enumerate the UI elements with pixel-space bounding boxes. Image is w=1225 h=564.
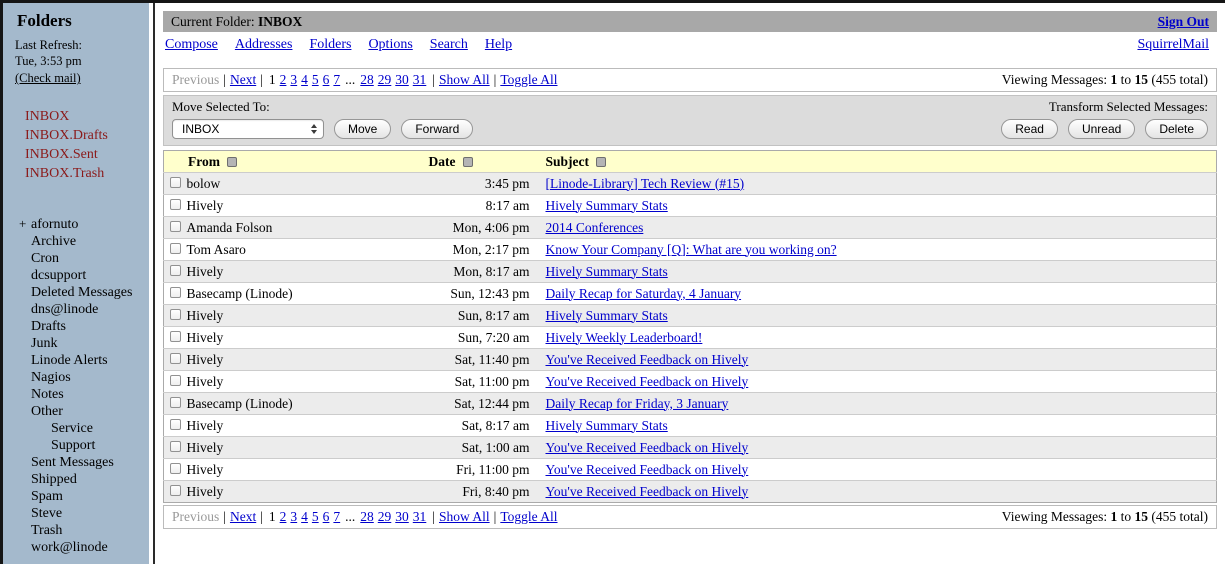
move-button[interactable]: Move [334,119,391,139]
message-subject-link[interactable]: Hively Summary Stats [545,417,668,433]
message-checkbox-cell [164,173,186,195]
menu-item-addresses[interactable]: Addresses [234,37,293,52]
sort-date-icon[interactable] [463,157,473,167]
select-stepper-icon [307,121,320,137]
message-checkbox-cell [164,481,186,503]
page-28-link-bottom[interactable]: 28 [360,509,374,524]
subject-header-label: Subject [545,153,589,169]
folder-item-cron[interactable] [15,250,149,267]
separator: | [223,72,226,87]
folder-item-label: Junk [31,336,58,351]
menu-item-folders[interactable]: Folders [309,37,352,52]
message-subject-cell [536,349,1217,371]
delete-button[interactable]: Delete [1145,119,1208,139]
separator: | [260,72,263,87]
message-row[interactable] [164,261,1217,283]
folder-item-afornuto[interactable] [15,215,149,233]
message-subject-cell [536,327,1217,349]
folder-item-label: Steve [31,506,63,521]
message-from: Hively [186,417,224,433]
folder-link-inbox.trash[interactable]: INBOX.Trash [25,166,105,181]
message-date: Sat, 11:00 pm [454,373,530,389]
menu-bar [163,32,1217,55]
message-subject-cell [536,393,1217,415]
message-from: Hively [186,439,224,455]
message-checkbox-cell [164,239,186,261]
folder-item-junk[interactable] [15,335,149,352]
folder-link-inbox.sent[interactable]: INBOX.Sent [25,147,98,162]
message-subject-cell [536,459,1217,481]
message-row[interactable] [164,437,1217,459]
message-from: Hively [186,483,224,499]
message-subject-link[interactable]: Daily Recap for Saturday, 4 January [545,285,742,301]
message-date: Sat, 1:00 am [461,439,530,455]
separator: | [260,509,263,524]
message-from: bolow [186,175,221,191]
pagination-bottom [163,505,1217,529]
message-checkbox[interactable] [170,463,181,474]
folder-item-label: Support [51,438,96,453]
current-folder-label: Current Folder: [171,13,255,29]
current-page-top: 1 [268,72,276,87]
special-folder-item [25,126,149,145]
folder-item-label: Shipped [31,472,77,487]
folder-item-label: Spam [31,489,63,504]
last-refresh [15,37,149,69]
move-selected-label: Move Selected To: [172,99,270,114]
page-28-link-top[interactable]: 28 [360,72,374,87]
page-30-link-bottom[interactable]: 30 [395,509,409,524]
message-from: Hively [186,307,224,323]
folder-item-shipped[interactable] [15,471,149,488]
message-subject-link[interactable]: You've Received Feedback on Hively [545,483,749,499]
folder-item-label: afornuto [31,217,79,232]
menu-links [165,37,529,53]
message-subject-link[interactable]: 2014 Conferences [545,219,644,235]
page-3-link-top[interactable]: 3 [290,72,298,87]
message-checkbox-cell [164,459,186,481]
sign-out-link[interactable]: Sign Out [1157,13,1209,29]
message-subject-link[interactable]: [Linode-Library] Tech Review (#15) [545,175,745,191]
folder-item-notes[interactable] [15,386,149,403]
message-from: Hively [186,461,224,477]
special-folder-item [25,107,149,126]
show-all-link-top[interactable]: Show All [438,72,490,87]
folder-item-label: dcsupport [31,268,87,283]
message-from: Hively [186,373,224,389]
message-checkbox[interactable] [170,397,181,408]
message-subject-link[interactable]: You've Received Feedback on Hively [545,461,749,477]
message-rows [164,173,1217,503]
page-2-link-bottom[interactable]: 2 [279,509,287,524]
message-date: Fri, 11:00 pm [456,461,530,477]
separator: | [432,509,435,524]
page-31-link-top[interactable]: 31 [412,72,427,87]
arrow-down-icon [311,130,317,134]
viewing-from: 1 [1110,509,1118,524]
message-subject-link[interactable]: Hively Summary Stats [545,197,668,213]
message-from: Hively [186,329,224,345]
toggle-all-link-top[interactable]: Toggle All [500,72,558,87]
folder-item-drafts[interactable] [15,318,149,335]
previous-link-top: Previous [172,72,220,87]
message-date: 8:17 am [485,197,530,213]
message-checkbox[interactable] [170,485,181,496]
current-folder-bar [163,11,1217,32]
message-row[interactable] [164,327,1217,349]
message-checkbox[interactable] [170,221,181,232]
message-row[interactable] [164,459,1217,481]
arrow-up-icon [311,124,317,128]
folder-select[interactable] [172,119,324,139]
message-row[interactable] [164,393,1217,415]
folder-item-label: Service [51,421,93,436]
message-checkbox[interactable] [170,353,181,364]
pagination-top [163,68,1217,92]
message-row[interactable] [164,481,1217,503]
folder-item-steve[interactable] [15,505,149,522]
message-checkbox[interactable] [170,177,181,188]
message-row[interactable] [164,217,1217,239]
page-5-link-bottom[interactable]: 5 [311,509,319,524]
page-6-link-bottom[interactable]: 6 [322,509,330,524]
message-row[interactable] [164,371,1217,393]
separator: | [493,509,497,524]
folder-item-label: work@linode [31,540,108,555]
message-subject-cell [536,481,1217,503]
menu-item-compose[interactable]: Compose [165,37,218,52]
folder-item-trash[interactable] [15,522,149,539]
page-4-link-bottom[interactable]: 4 [301,509,308,524]
message-row[interactable] [164,305,1217,327]
message-date: Sun, 8:17 am [457,307,530,323]
page-ellipsis: ... [345,509,356,524]
folder-item-linode-alerts[interactable] [15,352,149,369]
special-folder-list [25,107,149,183]
message-checkbox-cell [164,393,186,415]
message-subject-link[interactable]: Know Your Company [Q]: What are you working on? [545,241,837,257]
page-links-bottom [172,509,558,525]
header-row [164,151,1217,173]
main-pane [155,3,1225,564]
sort-from-icon[interactable] [227,157,237,167]
folder-item-service[interactable] [15,420,149,437]
page-2-link-top[interactable]: 2 [279,72,287,87]
message-subject-cell [536,195,1217,217]
message-checkbox-cell [164,437,186,459]
squirrelmail-link[interactable]: SquirrelMail [1137,37,1209,52]
viewing-messages-bottom: Viewing Messages: 1 to 15 (455 total) [1001,509,1208,524]
viewing-messages-top: Viewing Messages: 1 to 15 (455 total) [1001,72,1208,87]
page-31-link-bottom[interactable]: 31 [412,509,427,524]
folder-item-archive[interactable] [15,233,149,250]
message-from: Basecamp (Linode) [186,395,293,411]
page-4-link-top[interactable]: 4 [301,72,308,87]
message-checkbox[interactable] [170,375,181,386]
page-5-link-top[interactable]: 5 [311,72,319,87]
folder-item-label: Notes [31,387,64,402]
folder-item-deleted-messages[interactable] [15,284,149,301]
message-subject-cell [536,415,1217,437]
sidebar-title: Folders [17,11,72,30]
message-from: Hively [186,263,224,279]
message-date: Sun, 7:20 am [457,329,530,345]
message-checkbox-cell [164,327,186,349]
message-subject-cell [536,305,1217,327]
message-date: Sat, 11:40 pm [454,351,530,367]
menu-item-options[interactable]: Options [368,37,413,52]
message-subject-cell [536,283,1217,305]
message-subject-link[interactable]: You've Received Feedback on Hively [545,373,749,389]
message-subject-link[interactable]: Daily Recap for Friday, 3 January [545,395,729,411]
message-row[interactable] [164,415,1217,437]
message-subject-link[interactable]: Hively Summary Stats [545,307,668,323]
message-row[interactable] [164,195,1217,217]
message-subject-link[interactable]: You've Received Feedback on Hively [545,351,749,367]
folder-item-label: Other [31,404,63,419]
folder-item-spam[interactable] [15,488,149,505]
message-subject-cell [536,217,1217,239]
message-subject-cell [536,261,1217,283]
message-from: Hively [186,197,224,213]
folder-item-label: Cron [31,251,59,266]
toggle-all-link-bottom[interactable]: Toggle All [500,509,558,524]
last-refresh-label: Last Refresh: [15,38,82,52]
page-6-link-top[interactable]: 6 [322,72,330,87]
page-3-link-bottom[interactable]: 3 [290,509,298,524]
message-row[interactable] [164,173,1217,195]
message-subject-cell [536,371,1217,393]
folder-link-inbox[interactable]: INBOX [25,109,70,124]
current-folder [171,14,302,30]
message-subject-cell [536,173,1217,195]
date-column-header [428,151,536,173]
message-subject-link[interactable]: You've Received Feedback on Hively [545,439,749,455]
message-checkbox[interactable] [170,309,181,320]
message-from: Tom Asaro [186,241,246,257]
folders-sidebar [3,3,149,564]
forward-button[interactable]: Forward [401,119,473,139]
message-checkbox[interactable] [170,243,181,254]
message-date: Mon, 4:06 pm [452,219,530,235]
message-checkbox-cell [164,415,186,437]
previous-link-bottom: Previous [172,509,220,524]
folder-item-label: Linode Alerts [31,353,108,368]
folder-item-label: dns@linode [31,302,99,317]
next-link-bottom[interactable]: Next [229,509,257,524]
folder-item-sent-messages[interactable] [15,454,149,471]
message-date: 3:45 pm [484,175,530,191]
message-checkbox-cell [164,349,186,371]
message-checkbox[interactable] [170,287,181,298]
viewing-to: 15 [1134,72,1148,87]
folder-item-label: Trash [31,523,63,538]
read-button[interactable]: Read [1001,119,1058,139]
expand-plus-icon[interactable]: + [19,216,27,231]
message-date: Sat, 12:44 pm [454,395,530,411]
transform-section [1001,99,1208,139]
folder-item-label: Archive [31,234,77,249]
message-table-head [164,151,1217,173]
transform-controls [1001,119,1208,139]
page-29-link-bottom[interactable]: 29 [377,509,392,524]
message-date: Mon, 8:17 am [453,263,530,279]
move-section [172,99,473,139]
page-7-link-bottom[interactable]: 7 [333,509,341,524]
folder-item-work-linode[interactable] [15,539,149,556]
move-controls [172,119,473,139]
folder-item-label: Nagios [31,370,71,385]
menu-item-search[interactable]: Search [429,37,468,52]
unread-button[interactable]: Unread [1068,119,1135,139]
transform-label: Transform Selected Messages: [1048,99,1208,114]
message-date: Sat, 8:17 am [461,417,530,433]
current-folder-name: INBOX [258,13,303,29]
folder-item-nagios[interactable] [15,369,149,386]
message-checkbox-cell [164,283,186,305]
folder-link-inbox.drafts[interactable]: INBOX.Drafts [25,128,108,143]
date-header-label: Date [428,153,456,169]
separator: | [493,72,497,87]
message-subject-link[interactable]: Hively Summary Stats [545,263,668,279]
folder-item-dcsupport[interactable] [15,267,149,284]
message-subject-link[interactable]: Hively Weekly Leaderboard! [545,329,703,345]
show-all-link-bottom[interactable]: Show All [438,509,490,524]
message-checkbox[interactable] [170,441,181,452]
message-checkbox[interactable] [170,199,181,210]
message-checkbox[interactable] [170,265,181,276]
folder-select-value: INBOX [182,122,220,136]
message-checkbox-cell [164,305,186,327]
message-row[interactable] [164,349,1217,371]
message-checkbox[interactable] [170,419,181,430]
message-from: Hively [186,351,224,367]
special-folder-item [25,145,149,164]
message-row[interactable] [164,283,1217,305]
message-subject-cell [536,239,1217,261]
message-subject-cell [536,437,1217,459]
folder-item-label: Sent Messages [31,455,114,470]
folder-item-support[interactable] [15,437,149,454]
page-7-link-top[interactable]: 7 [333,72,341,87]
folder-list [15,215,149,556]
current-page-bottom: 1 [268,509,276,524]
special-folder-item [25,164,149,183]
viewing-from: 1 [1110,72,1118,87]
message-checkbox-cell [164,217,186,239]
message-checkbox[interactable] [170,331,181,342]
from-column-header [164,151,428,173]
message-date: Fri, 8:40 pm [462,483,530,499]
message-date: Mon, 2:17 pm [452,241,530,257]
separator: | [223,509,226,524]
message-from: Basecamp (Linode) [186,285,293,301]
folder-item-other[interactable] [15,403,149,420]
page-ellipsis: ... [345,72,356,87]
folder-item-dns-linode[interactable] [15,301,149,318]
check-mail-link[interactable]: (Check mail) [15,71,81,85]
last-refresh-time: Tue, 3:53 pm [15,54,82,68]
message-checkbox-cell [164,261,186,283]
message-date: Sun, 12:43 pm [450,285,530,301]
folder-item-label: Drafts [31,319,66,334]
viewing-to: 15 [1134,509,1148,524]
message-table [163,150,1217,503]
message-checkbox-cell [164,195,186,217]
message-row[interactable] [164,239,1217,261]
page-29-link-top[interactable]: 29 [377,72,392,87]
message-toolbar [163,95,1217,146]
page-links-top [172,72,558,88]
message-checkbox-cell [164,371,186,393]
subject-column-header [536,151,1217,173]
sort-subject-icon[interactable] [596,157,606,167]
menu-item-help[interactable]: Help [484,37,513,52]
page-30-link-top[interactable]: 30 [395,72,409,87]
next-link-top[interactable]: Next [229,72,257,87]
from-header-label: From [188,153,220,169]
message-from: Amanda Folson [186,219,273,235]
folder-item-label: Deleted Messages [31,285,133,300]
separator: | [432,72,435,87]
